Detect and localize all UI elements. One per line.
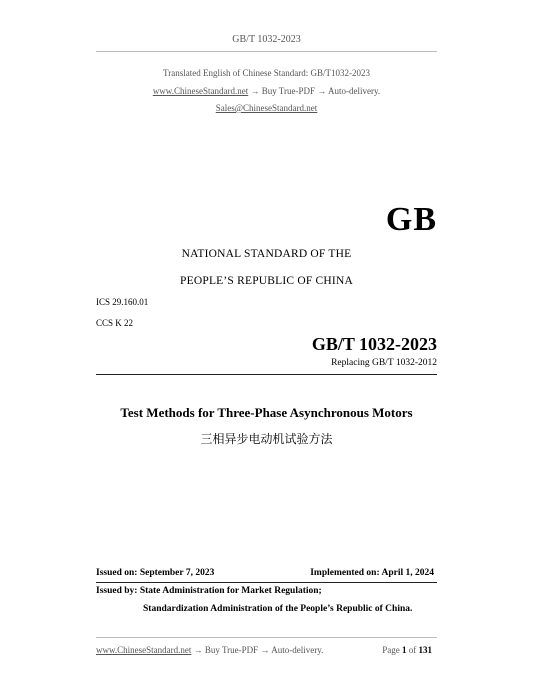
email-row [0, 103, 533, 113]
arrow-right-icon: → [250, 86, 260, 96]
buy-pdf-text: Buy True-PDF [261, 86, 315, 96]
footer-site-link[interactable]: www.ChineseStandard.net [96, 645, 192, 655]
issued-date: Issued on: September 7, 2023 [96, 568, 215, 578]
implemented-date: Implemented on: April 1, 2024 [310, 568, 434, 578]
national-standard-line1: NATIONAL STANDARD OF THE [181, 248, 352, 260]
footer-buy-pdf-text: Buy True-PDF [204, 645, 259, 655]
national-standard-line2: PEOPLE’S REPUBLIC OF CHINA [180, 275, 353, 287]
site-link[interactable]: www.ChineseStandard.net [152, 86, 249, 96]
footer-auto-delivery-text: Auto-delivery. [271, 645, 324, 655]
document-title-english: Test Methods for Three-Phase Asynchronous Motors [120, 405, 413, 420]
dates-divider [96, 582, 437, 583]
page-current: 1 [402, 645, 407, 655]
document-title-chinese: 三相异步电动机试验方法 [200, 432, 333, 446]
translation-notice: Translated English of Chinese Standard: GB/T1032-2023 [163, 68, 370, 78]
ics-code: ICS 29.160.01 [96, 297, 149, 307]
page-total: 131 [418, 645, 432, 655]
arrow-right-icon: → [260, 645, 270, 655]
arrow-right-icon: → [317, 86, 327, 96]
page-indicator [382, 645, 432, 655]
issuer-line2: Standardization Administration of the People’s Republic of China. [143, 604, 413, 614]
page-of: of [408, 645, 417, 655]
running-header: GB/T 1032-2023 [232, 34, 301, 45]
page-label: Page [382, 645, 400, 655]
number-divider [96, 374, 437, 375]
replacing-standard: Replacing GB/T 1032-2012 [331, 358, 437, 368]
arrow-right-icon: → [193, 645, 203, 655]
header-divider [96, 51, 437, 52]
standard-number: GB/T 1032-2023 [311, 334, 437, 354]
issuer-line1: Issued by: State Administration for Market Regulation; [96, 586, 322, 596]
sales-email-link[interactable]: Sales@ChineseStandard.net [215, 103, 318, 113]
translation-links [0, 86, 533, 96]
ccs-code: CCS K 22 [96, 318, 134, 328]
footer-links [96, 645, 323, 655]
gb-logo: GB [385, 201, 437, 238]
auto-delivery-text: Auto-delivery. [328, 86, 381, 96]
footer-divider [96, 637, 437, 638]
